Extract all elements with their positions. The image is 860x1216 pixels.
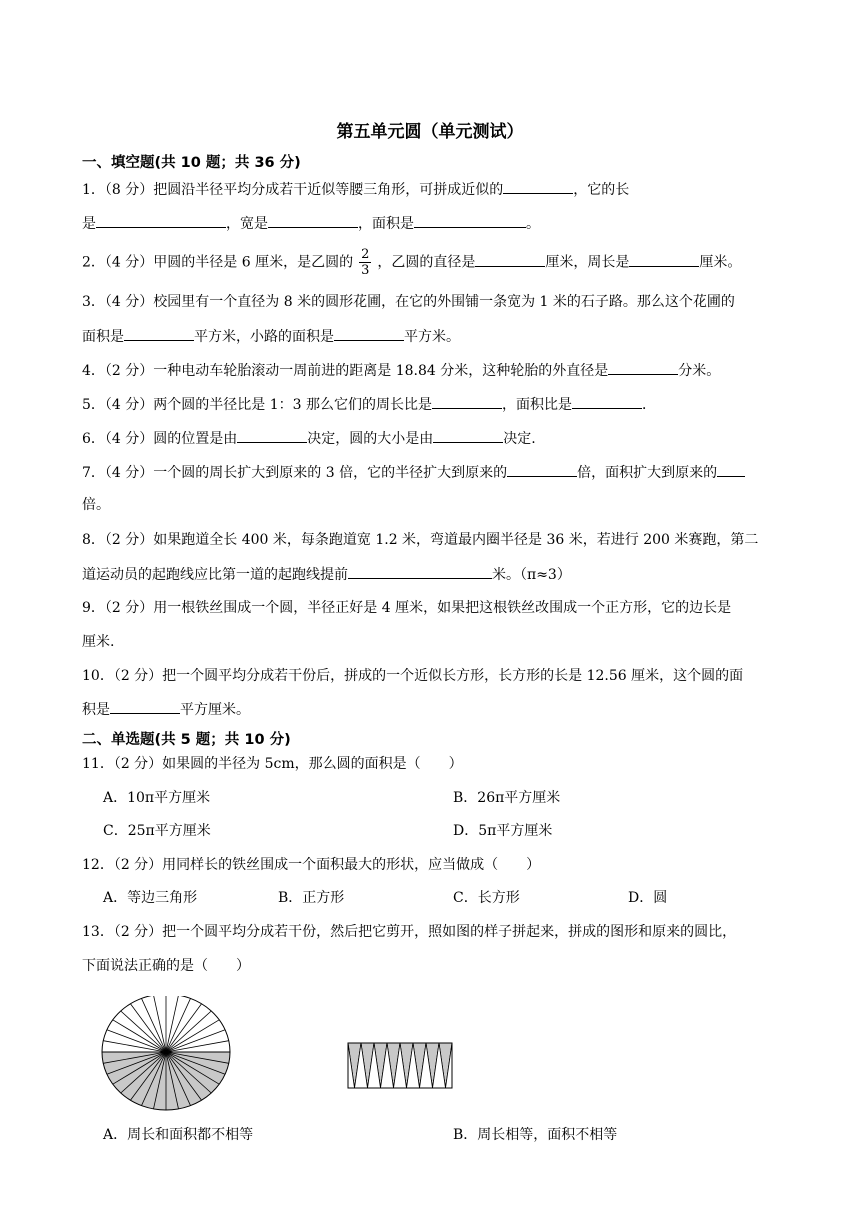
page-title: 第五单元圆（单元测试） [336, 122, 524, 142]
q11-option-b[interactable]: B．26π平方厘米 [453, 790, 561, 806]
question-9-line-2: 厘米. [82, 634, 115, 650]
circle-sectors-figure [98, 996, 238, 1120]
answer-blank[interactable] [507, 462, 577, 477]
q12-option-a[interactable]: A．等边三角形 [103, 890, 198, 906]
question-3-line-2: 面积是 平方米，小路的面积是 平方米。 [82, 326, 460, 347]
q11-option-a[interactable]: A．10π平方厘米 [103, 790, 211, 806]
question-13-line-1: 13．（2 分）把一个圆平均分成若干份，然后把它剪开，照如图的样子拼起来，拼成的图形和原来的圆比， [82, 924, 737, 940]
question-10-line-2: 积是 平方厘米。 [82, 699, 250, 720]
answer-blank[interactable] [124, 326, 194, 341]
answer-blank[interactable] [268, 213, 358, 228]
q13-option-a[interactable]: A．周长和面积都不相等 [103, 1127, 254, 1143]
question-10-line-1: 10．（2 分）把一个圆平均分成若干份后，拼成的一个近似长方形，长方形的长是 12.56 厘米，这个圆的面 [82, 668, 744, 684]
answer-blank[interactable] [629, 252, 699, 267]
section-single-choice-heading: 二、单选题(共 5 题；共 10 分) [82, 732, 291, 748]
question-11-stem: 11．（2 分）如果圆的半径为 5cm，那么圆的面积是（ ） [82, 756, 463, 772]
section-fill-in-heading: 一、填空题(共 10 题；共 36 分) [82, 155, 301, 171]
question-1-line-2: 是 ，宽是 ，面积是 。 [82, 213, 540, 234]
answer-blank[interactable] [503, 179, 573, 194]
answer-blank[interactable] [432, 394, 502, 409]
answer-blank[interactable] [348, 564, 492, 579]
q12-option-b[interactable]: B．正方形 [278, 890, 345, 906]
rearranged-rectangle-figure [344, 1040, 456, 1092]
answer-blank[interactable] [414, 213, 526, 228]
question-4: 4．（2 分）一种电动车轮胎滚动一周前进的距离是 18.84 分米，这种轮胎的外直径是 分米。 [82, 360, 720, 381]
question-13-line-2: 下面说法正确的是（ ） [82, 958, 250, 974]
q11-option-d[interactable]: D．5π平方厘米 [453, 823, 553, 839]
answer-blank[interactable] [110, 699, 180, 714]
question-7-line-2: 倍。 [82, 497, 110, 513]
answer-blank[interactable] [334, 326, 404, 341]
q12-option-c[interactable]: C．长方形 [453, 890, 520, 906]
answer-blank[interactable] [717, 462, 745, 477]
q12-option-d[interactable]: D．圆 [628, 890, 668, 906]
answer-blank[interactable] [475, 252, 545, 267]
question-7-line-1: 7．（4 分）一个圆的周长扩大到原来的 3 倍，它的半径扩大到原来的 倍，面积扩大到原来的 [82, 462, 745, 483]
answer-blank[interactable] [572, 394, 642, 409]
question-6: 6．（4 分）圆的位置是由 决定，圆的大小是由 决定. [82, 428, 536, 449]
white-triangles [344, 1043, 456, 1088]
answer-blank[interactable] [608, 360, 678, 375]
question-8-line-1: 8．（2 分）如果跑道全长 400 米，每条跑道宽 1.2 米，弯道最内圈半径是 36 米，若进行 200 米赛跑，第二 [82, 532, 759, 548]
question-12-stem: 12．（2 分）用同样长的铁丝围成一个面积最大的形状，应当做成（ ） [82, 857, 541, 873]
q13-option-b[interactable]: B．周长相等，面积不相等 [453, 1127, 618, 1143]
question-8-line-2: 道运动员的起跑线应比第一道的起跑线提前 米。（π≈3） [82, 564, 571, 585]
question-9-line-1: 9．（2 分）用一根铁丝围成一个圆，半径正好是 4 厘米，如果把这根铁丝改围成一个正方形，它的边长是 [82, 600, 732, 616]
q11-option-c[interactable]: C．25π平方厘米 [103, 823, 211, 839]
question-3-line-1: 3．（4 分）校园里有一个直径为 8 米的圆形花圃，在它的外围铺一条宽为 1 米的石子路。那么这个花圃的 [82, 294, 735, 310]
answer-blank[interactable] [433, 428, 503, 443]
question-2: 2．（4 分）甲圆的半径是 6 厘米，是乙圆的 $\frac{2}{3}$ ，乙圆的直径是 厘米，周长是 厘米。 [82, 247, 742, 278]
answer-blank[interactable] [96, 213, 226, 228]
sector-line [166, 1011, 211, 1052]
fraction: $\frac{2}{3}$ [361, 247, 370, 278]
sector-line [121, 1011, 166, 1052]
question-5: 5．（4 分）两个圆的半径比是 1：3 那么它们的周长比是 ，面积比是 ． [82, 394, 656, 415]
answer-blank[interactable] [237, 428, 307, 443]
question-1-line-1: 1．（8 分）把圆沿半径平均分成若干近似等腰三角形，可拼成近似的 ，它的长 [82, 179, 629, 200]
